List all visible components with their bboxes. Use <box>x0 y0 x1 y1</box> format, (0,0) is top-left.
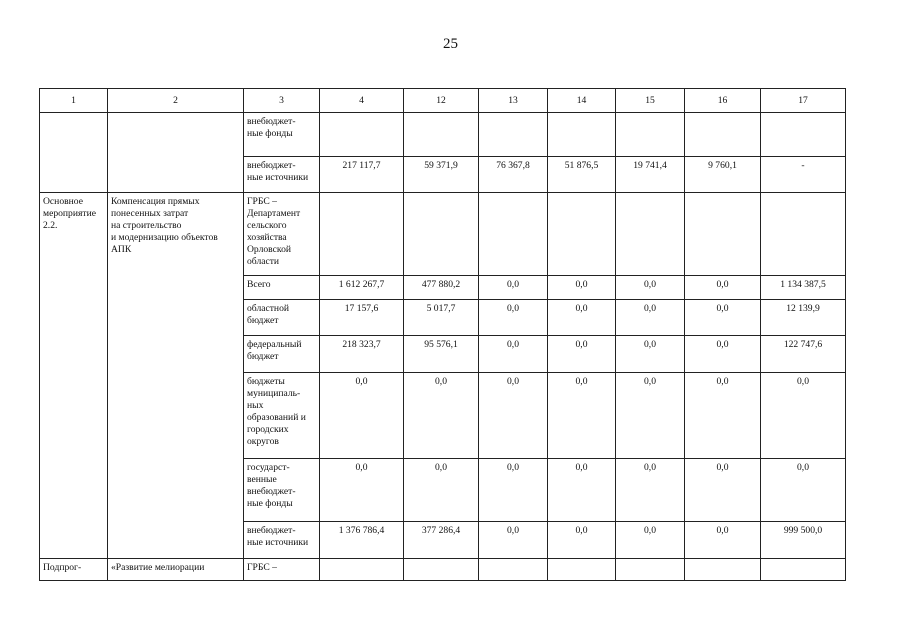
cell-value: 217 117,7 <box>320 157 404 193</box>
cell-value: 0,0 <box>479 459 548 522</box>
cell-value <box>320 559 404 581</box>
cell-source: ГРБС – <box>244 559 320 581</box>
cell-source: областной бюджет <box>244 300 320 336</box>
cell-value <box>761 193 846 276</box>
cell-value <box>616 113 685 157</box>
cell-value: 218 323,7 <box>320 336 404 373</box>
cell-value: 17 157,6 <box>320 300 404 336</box>
cell-source: Всего <box>244 276 320 300</box>
cell-value: 0,0 <box>616 373 685 459</box>
cell-value <box>404 193 479 276</box>
cell-value: 0,0 <box>616 459 685 522</box>
cell-value: 0,0 <box>616 522 685 559</box>
header-cell: 15 <box>616 89 685 113</box>
header-cell: 4 <box>320 89 404 113</box>
cell-source: федеральный бюджет <box>244 336 320 373</box>
cell-source: бюджеты муниципаль- ных образований и городских округов <box>244 373 320 459</box>
table-row <box>40 193 846 276</box>
cell-value: 51 876,5 <box>548 157 616 193</box>
header-cell: 3 <box>244 89 320 113</box>
cell-value <box>685 559 761 581</box>
cell-value <box>479 559 548 581</box>
cell-value: 0,0 <box>479 373 548 459</box>
cell-value: 0,0 <box>479 336 548 373</box>
cell-value: 0,0 <box>548 373 616 459</box>
cell-value: 0,0 <box>479 276 548 300</box>
header-cell: 16 <box>685 89 761 113</box>
cell-value <box>548 193 616 276</box>
cell-measure: Основное мероприятие 2.2. <box>40 193 108 559</box>
cell-value: 0,0 <box>479 522 548 559</box>
cell-value: 59 371,9 <box>404 157 479 193</box>
cell-value <box>761 113 846 157</box>
cell-value: 122 747,6 <box>761 336 846 373</box>
cell-value <box>404 113 479 157</box>
cell-value: 19 741,4 <box>616 157 685 193</box>
cell-value: 999 500,0 <box>761 522 846 559</box>
cell-value <box>685 193 761 276</box>
cell-value: 0,0 <box>685 276 761 300</box>
cell-value: 0,0 <box>479 300 548 336</box>
header-cell: 17 <box>761 89 846 113</box>
cell-value: 0,0 <box>548 522 616 559</box>
cell-value: 0,0 <box>404 373 479 459</box>
cell-value: 0,0 <box>548 300 616 336</box>
cell-source: внебюджет- ные фонды <box>244 113 320 157</box>
cell-value <box>616 193 685 276</box>
page-number: 25 <box>443 36 458 52</box>
cell-value: 0,0 <box>548 336 616 373</box>
header-cell: 1 <box>40 89 108 113</box>
cell-subprogram-title: «Развитие мелиорации <box>108 559 244 581</box>
cell-value: 1 612 267,7 <box>320 276 404 300</box>
budget-table <box>39 88 846 581</box>
cell-measure-title: Компенсация прямых понесенных затрат на строительство и модернизацию объектов АПК <box>108 193 244 559</box>
cell-value: 9 760,1 <box>685 157 761 193</box>
cell-value <box>616 559 685 581</box>
cell-value <box>320 193 404 276</box>
cell-value: 0,0 <box>616 336 685 373</box>
cell-value <box>761 559 846 581</box>
cell-value: 0,0 <box>761 459 846 522</box>
cell-col2 <box>108 113 244 193</box>
cell-value: 0,0 <box>685 459 761 522</box>
header-cell: 14 <box>548 89 616 113</box>
cell-value: 1 134 387,5 <box>761 276 846 300</box>
cell-col1 <box>40 113 108 193</box>
cell-value: 0,0 <box>320 459 404 522</box>
cell-value: 377 286,4 <box>404 522 479 559</box>
cell-value: 0,0 <box>616 276 685 300</box>
cell-value <box>685 113 761 157</box>
cell-subprogram: Подпрог- <box>40 559 108 581</box>
table-row <box>40 113 846 157</box>
cell-value: 95 576,1 <box>404 336 479 373</box>
cell-value: 0,0 <box>685 522 761 559</box>
header-cell: 13 <box>479 89 548 113</box>
cell-value: 0,0 <box>685 373 761 459</box>
cell-value: 477 880,2 <box>404 276 479 300</box>
cell-source: внебюджет- ные источники <box>244 157 320 193</box>
cell-value: 0,0 <box>685 300 761 336</box>
cell-value: 1 376 786,4 <box>320 522 404 559</box>
cell-value: 76 367,8 <box>479 157 548 193</box>
header-cell: 2 <box>108 89 244 113</box>
cell-source: внебюджет- ные источники <box>244 522 320 559</box>
cell-value <box>404 559 479 581</box>
table-row <box>40 559 846 581</box>
cell-value: - <box>761 157 846 193</box>
cell-value: 0,0 <box>404 459 479 522</box>
cell-value <box>479 193 548 276</box>
cell-value: 0,0 <box>320 373 404 459</box>
cell-value <box>548 113 616 157</box>
cell-source: ГРБС – Департамент сельского хозяйства Орловской области <box>244 193 320 276</box>
cell-value <box>548 559 616 581</box>
cell-value: 0,0 <box>761 373 846 459</box>
cell-value <box>479 113 548 157</box>
cell-value: 0,0 <box>616 300 685 336</box>
cell-value: 0,0 <box>685 336 761 373</box>
cell-value: 12 139,9 <box>761 300 846 336</box>
cell-value: 5 017,7 <box>404 300 479 336</box>
cell-value <box>320 113 404 157</box>
header-cell: 12 <box>404 89 479 113</box>
cell-value: 0,0 <box>548 459 616 522</box>
table-header-row <box>40 89 846 113</box>
cell-source: государст- венные внебюджет- ные фонды <box>244 459 320 522</box>
cell-value: 0,0 <box>548 276 616 300</box>
